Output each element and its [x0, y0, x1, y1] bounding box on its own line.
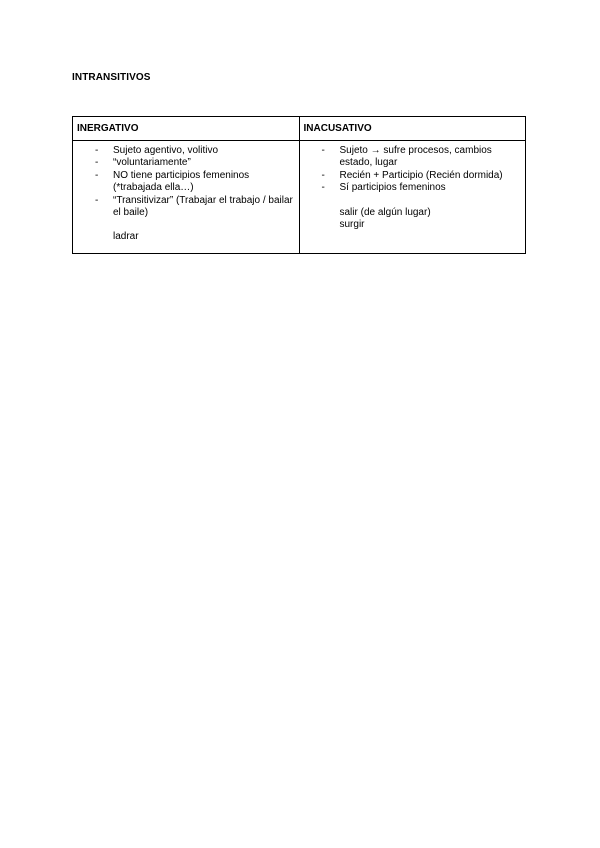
inergativo-examples [77, 231, 295, 243]
table-header-row [73, 117, 526, 141]
list-item [77, 170, 295, 195]
cell-inergativo [73, 141, 300, 254]
list-item-text: Sujeto agentivo, volitivo [113, 145, 219, 156]
page-title: INTRANSITIVOS [72, 72, 151, 83]
bullet-marker: - [95, 194, 99, 206]
list-item-text: “voluntariamente” [113, 157, 191, 169]
table-body-row [73, 141, 526, 254]
list-item [304, 145, 522, 170]
list-item-text: Sí participios femeninos [339, 182, 446, 194]
example-verb: salir (de algún lugar) [339, 206, 431, 218]
comparison-table [72, 116, 526, 254]
example-verb: ladrar [113, 231, 139, 243]
list-item [77, 145, 295, 157]
header-inacusativo: INACUSATIVO [299, 117, 526, 141]
list-item [304, 170, 522, 182]
bullet-marker: - [321, 145, 325, 156]
list-item-text: NO tiene participios femeninos (*trabajada ella…) [113, 169, 250, 194]
bullet-marker: - [95, 145, 99, 156]
cell-inacusativo [299, 141, 526, 254]
header-inergativo: INERGATIVO [73, 117, 300, 141]
bullet-marker: - [95, 169, 99, 181]
inacusativo-examples [304, 207, 522, 232]
bullet-marker: - [321, 169, 325, 181]
inergativo-bullet-list [77, 145, 295, 219]
list-item-text: Recién + Participio (Recién dormida) [339, 169, 503, 181]
list-item-text: “Transitivizar” (Trabajar el trabajo / bailar el baile) [113, 194, 293, 219]
inacusativo-bullet-list [304, 145, 522, 195]
list-item [304, 182, 522, 194]
list-item [77, 195, 295, 220]
example-verb: surgir [339, 219, 365, 231]
list-item-text: Sujeto → sufre procesos, cambios estado, lugar [339, 145, 492, 169]
bullet-marker: - [95, 157, 99, 169]
list-item [77, 157, 295, 169]
bullet-marker: - [321, 182, 325, 194]
